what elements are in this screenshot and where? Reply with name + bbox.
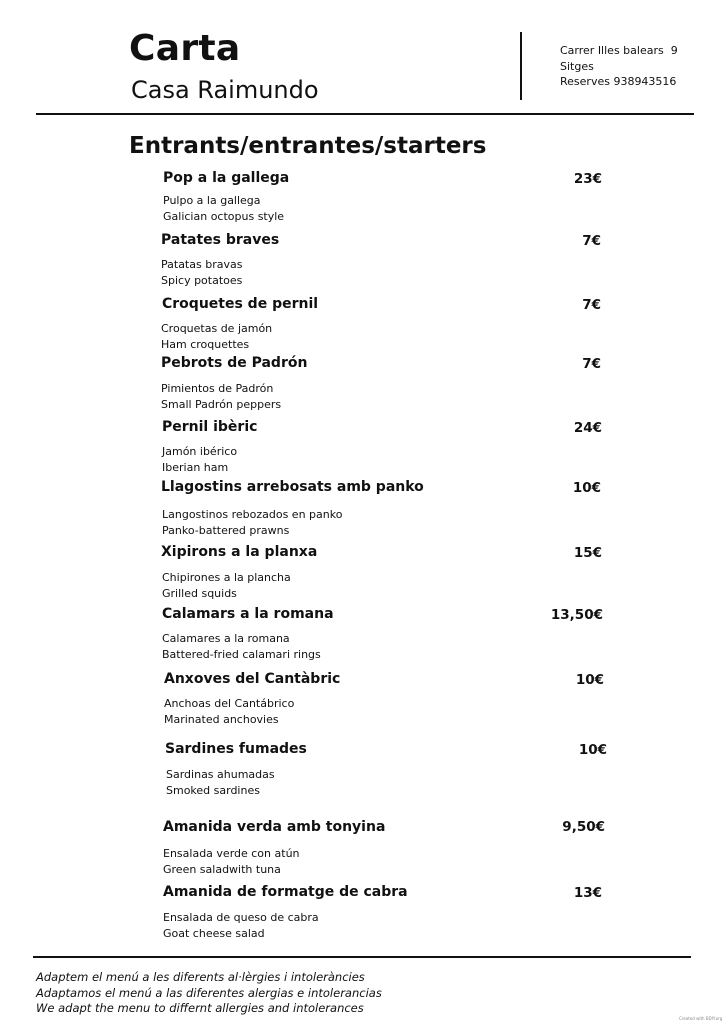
dish-description-spanish: Chipirones a la plancha — [162, 571, 291, 584]
dish-name: Pernil ibèric — [162, 419, 258, 435]
dish-description-spanish: Anchoas del Cantábrico — [164, 697, 295, 710]
dish-description-spanish: Ensalada verde con atún — [163, 847, 300, 860]
restaurant-name: Casa Raimundo — [131, 76, 319, 104]
dish-description-english: Spicy potatoes — [161, 273, 243, 287]
dish-price: 13€ — [573, 885, 602, 901]
header-rule — [36, 113, 694, 115]
dish-description-english: Battered-fried calamari rings — [162, 647, 321, 661]
dish-description-english: Galician octopus style — [163, 209, 285, 223]
dish-description — [162, 444, 237, 475]
dish-price: 7€ — [582, 356, 601, 372]
dish-description-english: Iberian ham — [162, 460, 229, 474]
dish-description — [162, 570, 291, 601]
dish-price: 9,50€ — [562, 819, 605, 835]
address-town: Sitges — [560, 59, 594, 73]
dish-description — [163, 910, 319, 941]
dish-description-english: Small Padrón peppers — [161, 397, 282, 411]
dish-description-english: Green saladwith tuna — [163, 862, 281, 876]
dish-description-english: Goat cheese salad — [163, 926, 265, 940]
dish-description-spanish: Pimientos de Padrón — [161, 382, 274, 395]
dish-description-spanish: Jamón ibérico — [162, 445, 238, 458]
dish-description-english: Grilled squids — [162, 586, 237, 600]
dish-name: Xipirons a la planxa — [161, 544, 318, 560]
dish-description — [166, 767, 275, 798]
dish-description-spanish: Patatas bravas — [161, 258, 243, 271]
section-title: Entrants/entrantes/starters — [129, 133, 487, 159]
allergy-note-catalan: Adaptem el menú a les diferents al·lèrgies i intoleràncies — [36, 970, 365, 984]
dish-price: 13,50€ — [550, 607, 603, 623]
dish-price: 10€ — [575, 672, 604, 688]
dish-name: Amanida verda amb tonyina — [163, 819, 386, 835]
dish-name: Llagostins arrebosats amb panko — [161, 479, 424, 495]
dish-price: 15€ — [573, 545, 602, 561]
dish-description — [161, 321, 272, 352]
dish-price: 10€ — [578, 742, 607, 758]
dish-name: Patates braves — [161, 232, 280, 248]
dish-description — [161, 257, 242, 288]
dish-price: 24€ — [573, 420, 602, 436]
dish-name: Anxoves del Cantàbric — [164, 671, 341, 687]
menu-title: Carta — [129, 28, 241, 69]
dish-description-spanish: Calamares a la romana — [162, 632, 290, 645]
dish-description-spanish: Sardinas ahumadas — [166, 768, 275, 781]
dish-name: Calamars a la romana — [162, 606, 334, 622]
dish-description-spanish: Langostinos rebozados en panko — [162, 508, 343, 521]
dish-description — [162, 631, 321, 662]
credit-text: Created with BDIY.org — [679, 1016, 723, 1021]
dish-description — [163, 846, 300, 877]
dish-price: 7€ — [582, 233, 601, 249]
dish-description-english: Ham croquettes — [161, 337, 250, 351]
dish-description — [162, 507, 342, 538]
dish-description-spanish: Pulpo a la gallega — [163, 194, 261, 207]
dish-name: Croquetes de pernil — [162, 296, 319, 312]
dish-price: 7€ — [582, 297, 601, 313]
header-divider — [520, 32, 522, 100]
dish-description-spanish: Ensalada de queso de cabra — [163, 911, 319, 924]
dish-name: Sardines fumades — [165, 741, 307, 757]
address-street: Carrer Illes balears 9 — [560, 44, 678, 57]
allergy-note-english: We adapt the menu to differnt allergies and intolerances — [36, 1001, 364, 1015]
dish-description-spanish: Croquetas de jamón — [161, 322, 273, 335]
dish-description — [163, 193, 284, 224]
reservations-phone: Reserves 938943516 — [560, 75, 677, 88]
dish-description-english: Smoked sardines — [166, 783, 260, 797]
dish-name: Pop a la gallega — [163, 170, 290, 186]
dish-price: 10€ — [572, 480, 601, 496]
footer-rule — [33, 956, 691, 958]
dish-name: Pebrots de Padrón — [161, 355, 308, 371]
dish-description — [161, 381, 281, 412]
dish-description — [164, 696, 294, 727]
restaurant-address — [560, 43, 678, 90]
dish-description-english: Marinated anchovies — [164, 712, 279, 726]
allergy-note — [36, 970, 382, 1017]
allergy-note-spanish: Adaptamos el menú a las diferentes alergias e intolerancias — [36, 985, 382, 1000]
dish-description-english: Panko-battered prawns — [162, 523, 290, 537]
dish-name: Amanida de formatge de cabra — [163, 884, 408, 900]
dish-price: 23€ — [573, 171, 602, 187]
